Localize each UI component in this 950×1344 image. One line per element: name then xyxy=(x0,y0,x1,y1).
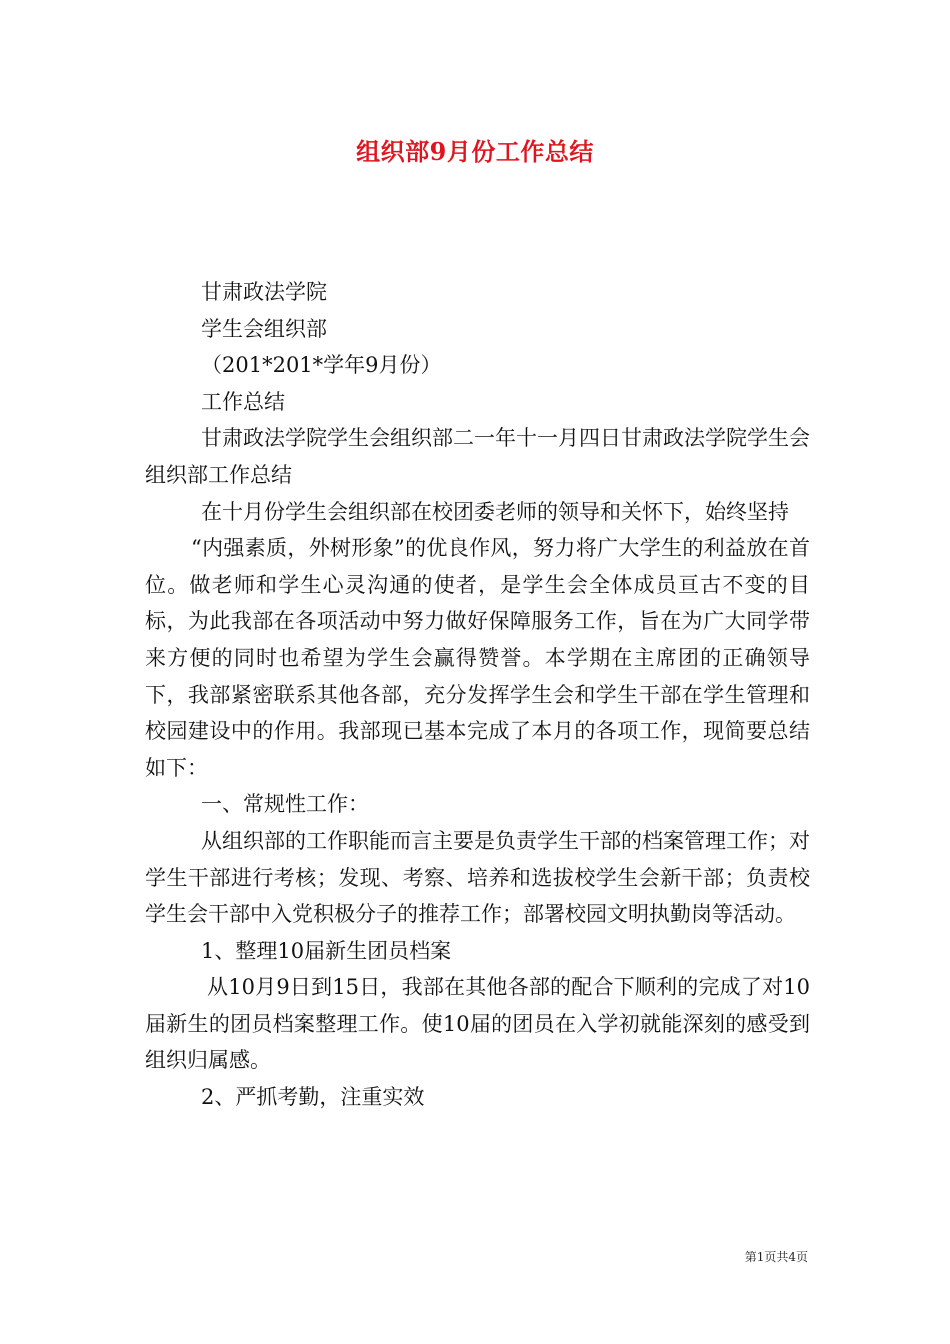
section-heading-routine: 一、常规性工作： xyxy=(201,792,369,817)
paragraph-duties: 从组织部的工作职能而言主要是负责学生干部的档案管理工作；对学生干部进行考核；发现、考察、培养和选拔校学生会新干部；负责校学生会干部中入党积极分子的推荐工作；部署校园文明执勤岗等活动。 xyxy=(145,828,810,927)
paragraph-subtitle: 工作总结 xyxy=(201,389,285,414)
paragraph-term: （201*201*学年9月份） xyxy=(201,353,442,378)
document-title: 组织部9月份工作总结 xyxy=(356,137,594,166)
paragraph-intro: 在十月份学生会组织部在校团委老师的领导和关怀下，始终坚持 xyxy=(201,499,789,524)
paragraph-archives: 从10月9日到15日，我部在其他各部的配合下顺利的完成了对10届新生的团员档案整理工作。使10届的团员在入学初就能深刻的感受到组织归属感。 xyxy=(145,975,810,1073)
subheading-archives: 1、整理10届新生团员档案 xyxy=(201,938,452,963)
paragraph-institution: 甘肃政法学院 xyxy=(201,280,327,304)
paragraph-date-line: 甘肃政法学院学生会组织部二一年十一月四日甘肃政法学院学生会组织部工作总结 xyxy=(145,426,810,487)
page-number: 第1页共4页 xyxy=(744,1250,808,1264)
paragraph-department: 学生会组织部 xyxy=(201,316,327,341)
paragraph-motto: “内强素质，外树形象”的优良作风，努力将广大学生的利益放在首位。做老师和学生心灵沟通的使者，是学生会全体成员亘古不变的目标，为此我部在各项活动中努力做好保障服务工作，旨在为广大同学带来方便的同时也希望为学生会赢得赞誉。本学期在主席团的正确领导下，我部紧密联系其他各部，充分发挥学生会和学生干部在学生管理和校园建设中的作用。我部现已基本完成了本月的各项工作，现简要总结如下： xyxy=(145,536,810,780)
subheading-attendance: 2、严抓考勤，注重实效 xyxy=(201,1085,425,1110)
document-body xyxy=(145,274,810,1116)
